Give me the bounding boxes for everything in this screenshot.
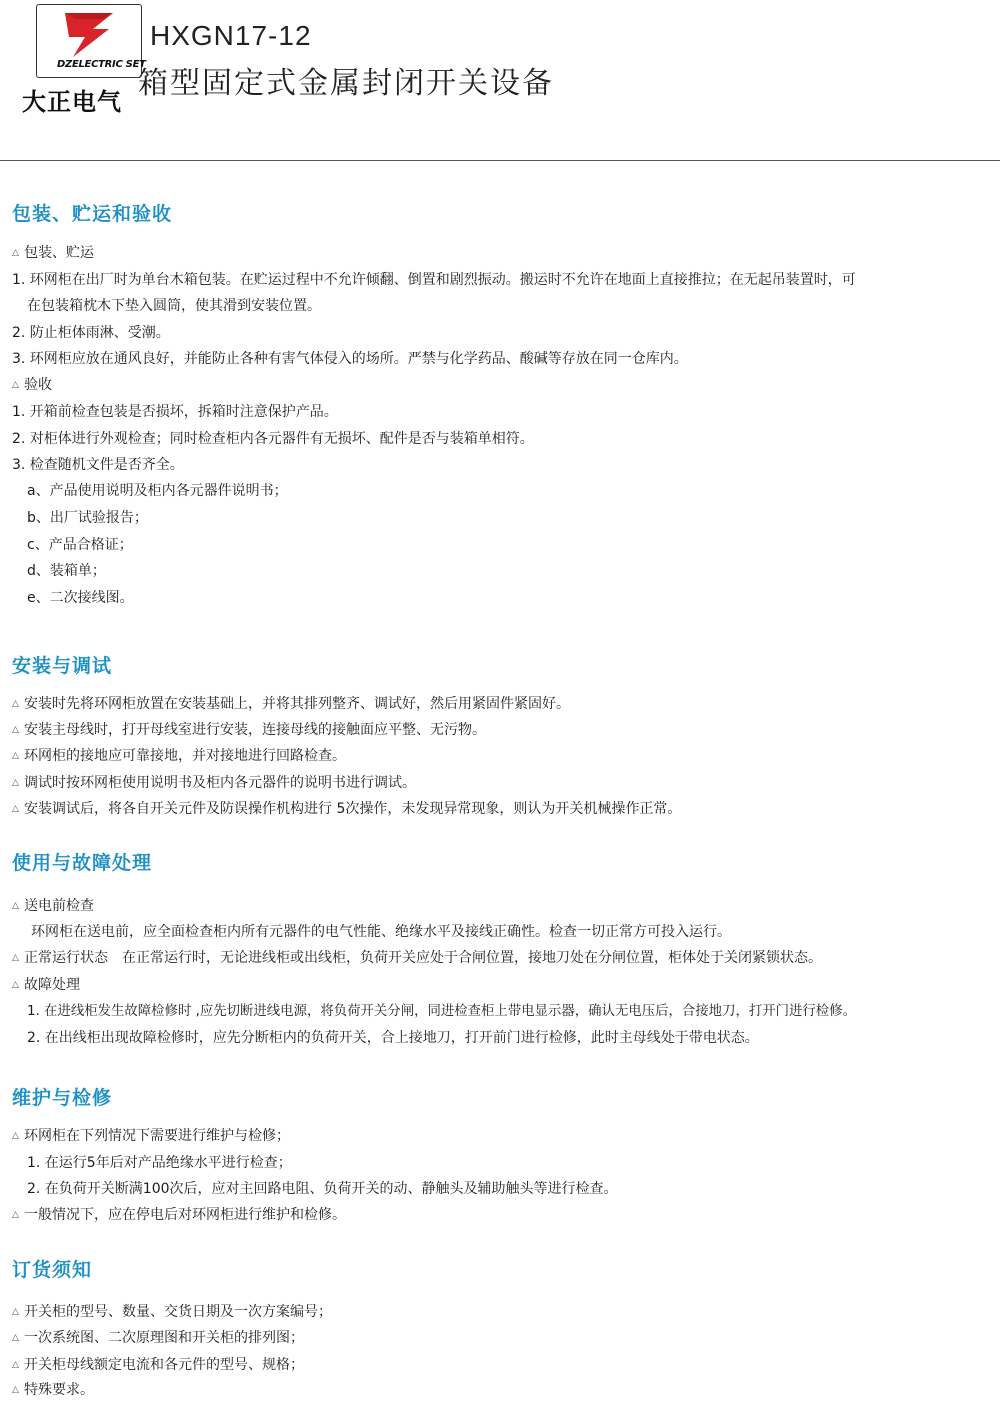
list-item: e、二次接线图。 <box>27 590 134 606</box>
subheading: △ 故障处理 <box>12 977 80 993</box>
list-item: 1. 在进线柜发生故障检修时 ,应先切断进线电源，将负荷开关分闸，同进检查柜上带电显示器，确认无电压后，合接地刀，打开门进行检修。 <box>27 1004 856 1019</box>
triangle-icon: △ <box>12 380 19 390</box>
list-item: 3. 环网柜应放在通风良好，并能防止各种有害气体侵入的场所。严禁与化学药品、酸碱等存放在同一仓库内。 <box>12 351 688 367</box>
list-item: △ 安装主母线时，打开母线室进行安装，连接母线的接触面应平整、无污物。 <box>12 722 486 738</box>
triangle-icon: △ <box>12 778 19 788</box>
list-item: 3. 检查随机文件是否齐全。 <box>12 457 184 473</box>
triangle-icon: △ <box>12 804 19 814</box>
list-item: △ 特殊要求。 <box>12 1382 94 1398</box>
lightning-bolt-icon <box>59 9 119 59</box>
section-heading-ordering: 订货须知 <box>12 1259 93 1281</box>
subheading: △ 送电前检查 <box>12 898 94 914</box>
logo-subtitle: DZELECTRIC SET <box>57 59 146 70</box>
list-item: c、产品合格证； <box>27 537 133 553</box>
header-divider <box>0 160 1000 161</box>
list-item: △ 开关柜母线额定电流和各元件的型号、规格； <box>12 1357 304 1373</box>
list-item: △ 正常运行状态 在正常运行时，无论进线柜或出线柜，负荷开关应处于合闸位置，接地刀处在分闸位置，柜体处于关闭紧锁状态。 <box>12 950 822 966</box>
list-item: 2. 对柜体进行外观检查；同时检查柜内各元器件有无损坏、配件是否与装箱单相符。 <box>12 431 534 447</box>
triangle-icon: △ <box>12 1360 19 1370</box>
triangle-icon: △ <box>12 699 19 709</box>
list-item: b、出厂试验报告； <box>27 510 148 526</box>
list-item: △ 一般情况下，应在停电后对环网柜进行维护和检修。 <box>12 1207 346 1223</box>
list-item: △ 调试时按环网柜使用说明书及柜内各元器件的说明书进行调试。 <box>12 775 416 791</box>
section-heading-operation: 使用与故障处理 <box>12 852 153 874</box>
list-item: △ 环网柜的接地应可靠接地，并对接地进行回路检查。 <box>12 748 346 764</box>
list-item: 1. 开箱前检查包装是否损坏，拆箱时注意保护产品。 <box>12 404 338 420</box>
list-item: △ 环网柜在下列情况下需要进行维护与检修； <box>12 1128 290 1144</box>
triangle-icon: △ <box>12 725 19 735</box>
list-item: d、装箱单； <box>27 563 106 579</box>
triangle-icon: △ <box>12 953 19 963</box>
subheading: △ 验收 <box>12 377 52 393</box>
triangle-icon: △ <box>12 1333 19 1343</box>
list-item: 1. 环网柜在出厂时为单台木箱包装。在贮运过程中不允许倾翻、倒置和剧烈振动。搬运时不允许在地面上直接推拉；在无起吊装置时，可 <box>12 272 856 288</box>
section-heading-maintenance: 维护与检修 <box>12 1087 113 1109</box>
list-item: △ 开关柜的型号、数量、交货日期及一次方案编号； <box>12 1304 332 1320</box>
list-item: △ 一次系统图、二次原理图和开关柜的排列图； <box>12 1330 304 1346</box>
list-item: 2. 防止柜体雨淋、受潮。 <box>12 325 170 341</box>
list-item: 环网柜在送电前，应全面检查柜内所有元器件的电气性能、绝缘水平及接线正确性。检查一切正常方可投入运行。 <box>31 924 731 940</box>
triangle-icon: △ <box>12 248 19 258</box>
company-name: 大正电气 <box>22 87 122 116</box>
triangle-icon: △ <box>12 980 19 990</box>
list-item: △ 安装调试后，将各自开关元件及防误操作机构进行 5次操作，未发现异常现象，则认为开关机械操作正常。 <box>12 801 682 817</box>
triangle-icon: △ <box>12 1385 19 1395</box>
list-item: 2. 在负荷开关断满100次后，应对主回路电阻、负荷开关的动、静触头及辅助触头等进行检查。 <box>27 1181 618 1197</box>
list-item: 2. 在出线柜出现故障检修时，应先分断柜内的负荷开关，合上接地刀，打开前门进行检修，此时主母线处于带电状态。 <box>27 1030 759 1046</box>
company-logo <box>22 4 146 116</box>
triangle-icon: △ <box>12 901 19 911</box>
triangle-icon: △ <box>12 1307 19 1317</box>
subheading: △ 包装、贮运 <box>12 245 94 261</box>
list-item: 在包装箱枕木下垫入圆筒，使其滑到安装位置。 <box>27 298 321 314</box>
logo-emblem <box>36 4 146 78</box>
page-title: 箱型固定式金属封闭开关设备 <box>138 66 554 101</box>
list-item: △ 安装时先将环网柜放置在安装基础上，并将其排列整齐、调试好，然后用紧固件紧固好。 <box>12 696 570 712</box>
triangle-icon: △ <box>12 751 19 761</box>
triangle-icon: △ <box>12 1131 19 1141</box>
section-heading-installation: 安装与调试 <box>12 655 113 677</box>
section-heading-packaging: 包装、贮运和验收 <box>12 203 173 225</box>
triangle-icon: △ <box>12 1210 19 1220</box>
list-item: a、产品使用说明及柜内各元器件说明书； <box>27 483 288 499</box>
product-model: HXGN17-12 <box>150 20 312 51</box>
list-item: 1. 在运行5年后对产品绝缘水平进行检查； <box>27 1155 292 1171</box>
